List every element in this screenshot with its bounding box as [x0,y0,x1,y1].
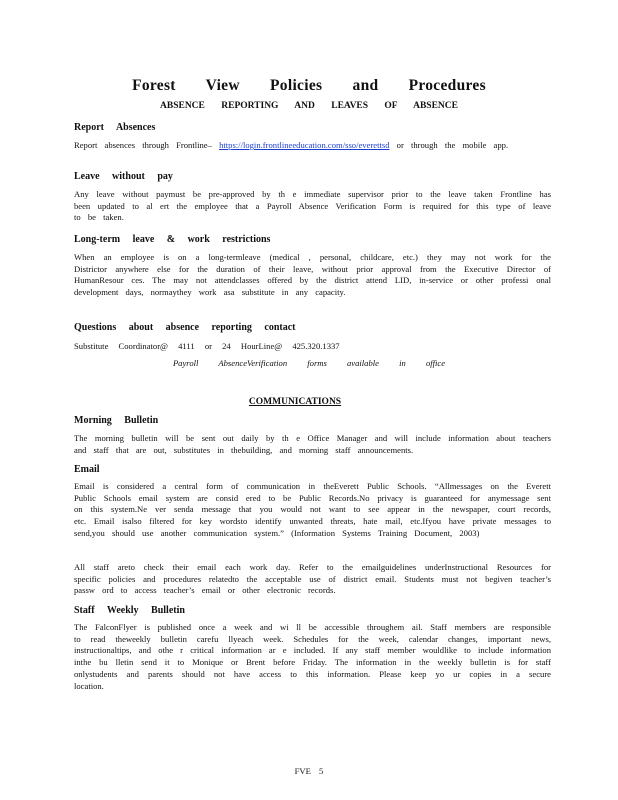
morning-bulletin-text: The morning bulletin will be sent out daily by th e Office Manager and will include information about teachers and staff that are out, substitutes in thebuilding, and morning staff announcements. [74,433,551,455]
communications-heading: COMMUNICATIONS [248,397,342,407]
page-subtitle: ABSENCE REPORTING AND LEAVES OF ABSENCE [160,101,458,111]
page-footer: FVE 5 [294,766,324,776]
leave-without-pay-text: Any leave without paymust be pre-approved by th e immediate supervisor prior to the leave taken Frontline has been updated to al ert the employee that a Payroll Absence Verification Form is required for this type of leave to be taken. [74,189,551,223]
frontline-link[interactable]: https://login.frontlineeducation.com/sso/everettsd [219,140,390,150]
email-text-1: Email is considered a central form of communication in theEverett Public Schools. “Allmessages on the Everett Public Schools email system are consid ered to be Public Records.No privacy is guaranteed for anymessage sent on this system.Ne ver senda message that you would not want to see appear in the newspaper, court records, etc. Email isalso filtered for key wordsto identify unwanted threats, hate mail, etc.Ifyou have private messages to send,you should use another communication system.” (Information Systems Training Document, 2003) [74,481,551,538]
heading-long-term: Long-term leave & work restrictions [74,234,271,245]
contact-line: Substitute Coordinator@ 4111 or 24 HourLine@ 425.320.1337 [74,341,340,351]
report-absences-text-after: or through the mobile app. [396,140,509,150]
heading-staff-bulletin: Staff Weekly Bulletin [74,605,185,616]
heading-morning-bulletin: Morning Bulletin [74,415,159,426]
forms-line: Payroll AbsenceVerification forms available in office [172,358,446,368]
report-absences-text [74,140,551,152]
heading-report-absences: Report Absences [74,122,156,133]
page-title: Forest View Policies and Procedures [132,77,486,94]
heading-questions: Questions about absence reporting contact [74,322,296,333]
heading-leave-without-pay: Leave without pay [74,171,173,182]
staff-bulletin-text: The FalconFlyer is published once a week and wi ll be accessible throughem ail. Staff members are responsible to read theweekly bulletin carefu llyeach week. Schedules for the week, calendar changes, important news, instructionaltips, and othe r critical information ar e included. If any staff member wouldlike to include information inthe bu lletin send it to Monique or Brent before Friday. The information in the weekly bulletin is for staff onlystudents and parents should not have access to this information. Please keep yo ur copies in a secure location. [74,622,551,691]
report-absences-text-before: Report absences through Frontline– [74,140,212,150]
email-text-2: All staff areto check their email each work day. Refer to the emailguidelines underInstructional Resources for specific policies and procedures relatedto the acceptable use of district email. Students must not begiven teacher’s passw ord to access teacher’s email or other electronic records. [74,562,551,596]
heading-email: Email [74,464,100,475]
long-term-text: When an employee is on a long-termleave (medical , personal, childcare, etc.) they may not work for the Districtor anywhere else for the duration of their leave, without prior approval from the Executive Director of HumanResour ces. The may not attendclasses offered by the district attend LID, in-service or other professi onal development days, normaythey work asa substitute in any capacity. [74,252,551,298]
